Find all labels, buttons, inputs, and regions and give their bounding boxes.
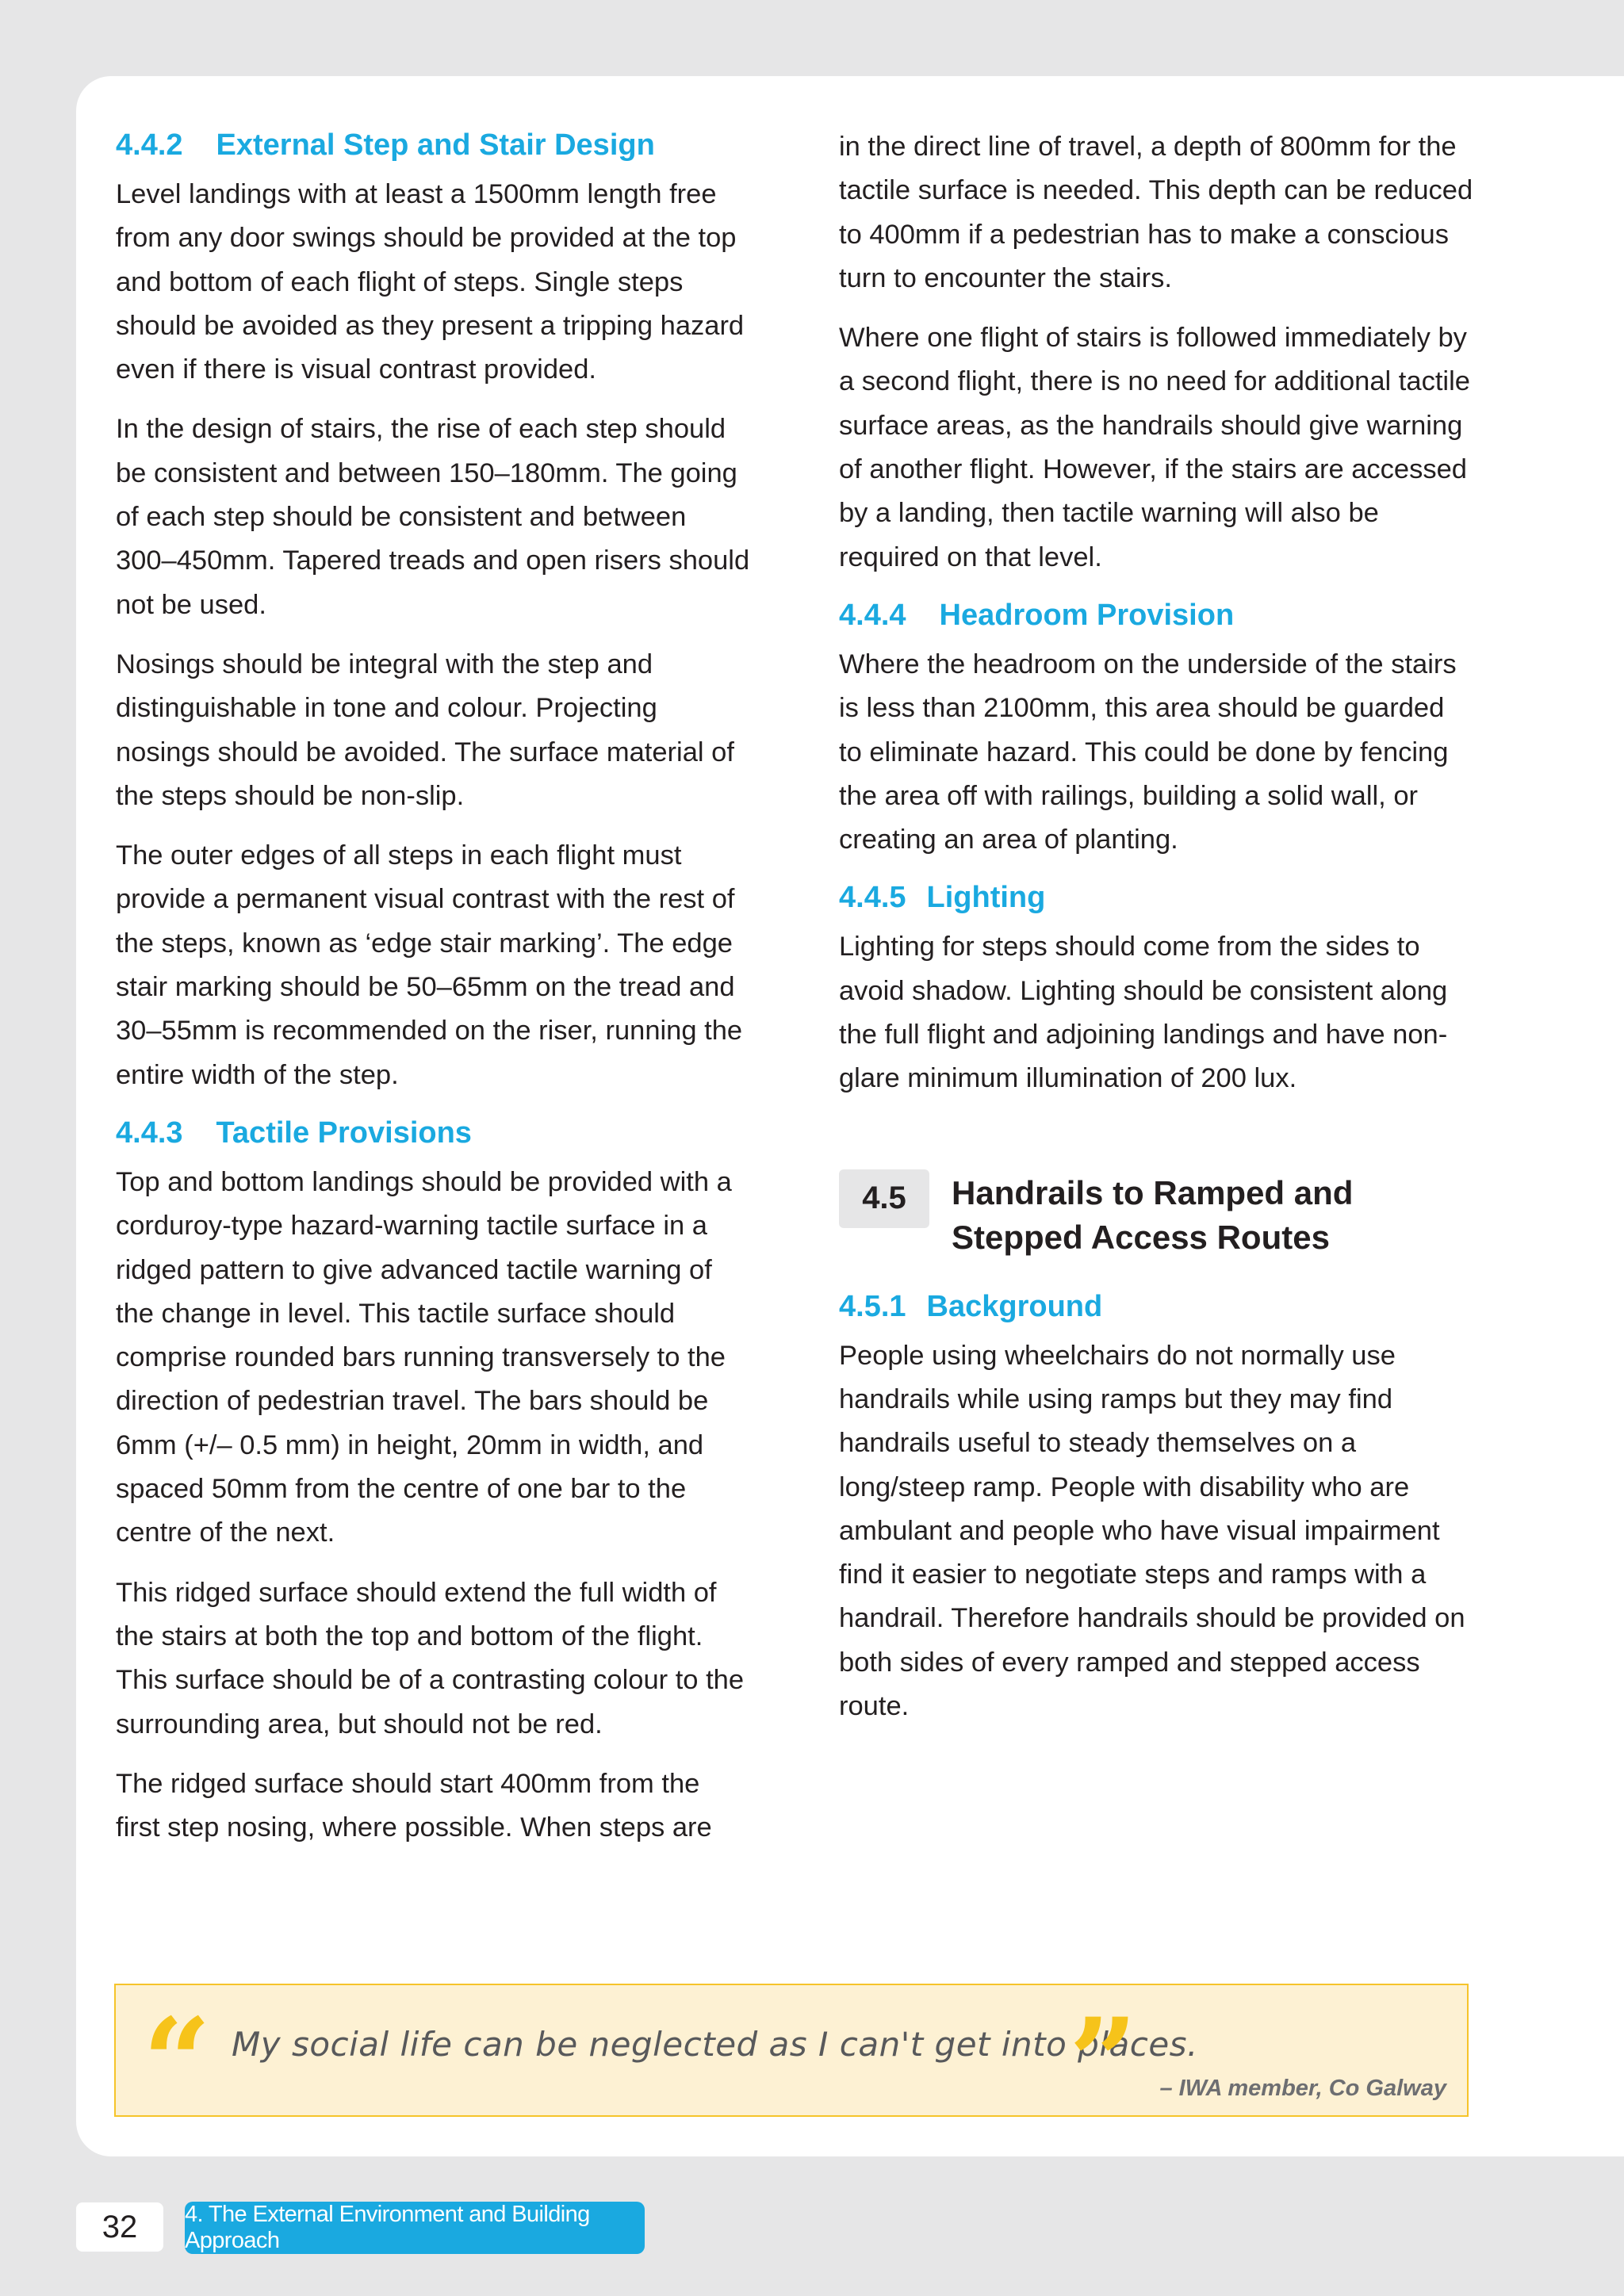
paragraph: Level landings with at least a 1500mm length free from any door swings should be provided at the top and bottom of each flight of steps. Single steps should be avoided as they present a tripping hazard even if there is visual contrast provided. bbox=[116, 179, 745, 385]
chapter-tab: 4. The External Environment and Building Approach bbox=[185, 2202, 645, 2254]
heading-number: 4.4.5 bbox=[839, 881, 906, 915]
paragraph: Top and bottom landings should be provided with a corduroy-type hazard-warning tactile surface in a ridged pattern to give advanced tactile warning of the change in level. This tactile surface should comprise rounded bars running transversely to the direction of pedestrian travel. The bars should be 6mm (+/– 0.5 mm) in height, 20mm in width, and spaced 50mm from the centre of one bar to the centre of the next. bbox=[116, 1166, 732, 1548]
heading-number: 4.4.3 bbox=[116, 1115, 183, 1150]
paragraph: This ridged surface should extend the full width of the stairs at both the top and bottom of the flight. This surface should be of a contrasting colour to the surrounding area, but should not be red. bbox=[116, 1577, 745, 1739]
page-number: 32 bbox=[76, 2202, 163, 2252]
section-title-line: Handrails to Ramped and bbox=[952, 1173, 1354, 1211]
quote-attribution: – IWA member, Co Galway bbox=[1159, 2076, 1446, 2101]
paragraph: Where the headroom on the underside of the stairs is less than 2100mm, this area should be guarded to eliminate hazard. This could be done by fencing the area off with railings, building a solid wall, or creating an area of planting. bbox=[839, 649, 1457, 855]
heading-title: Lighting bbox=[926, 881, 1046, 915]
paragraph: The ridged surface should start 400mm from the first step nosing, where possible. When steps are bbox=[116, 1768, 712, 1843]
heading-number: 4.4.2 bbox=[116, 128, 183, 162]
paragraph: Lighting for steps should come from the sides to avoid shadow. Lighting should be consistent along the full flight and adjoining landings and have non-glare minimum illumination of 200 lux. bbox=[839, 932, 1448, 1094]
heading-number: 4.4.4 bbox=[839, 598, 906, 632]
heading-title: Headroom Provision bbox=[939, 598, 1235, 632]
quote-text: My social life can be neglected as I can't get into places. bbox=[232, 2025, 1198, 2064]
heading-number: 4.5.1 bbox=[839, 1289, 906, 1323]
paragraph: Nosings should be integral with the step and distinguishable in tone and colour. Projecting nosings should be avoided. The surface material of the steps should be non-slip. bbox=[116, 649, 734, 811]
heading-4-4-2 bbox=[116, 125, 750, 165]
section-number-badge: 4.5 bbox=[839, 1169, 929, 1228]
paragraph: In the design of stairs, the rise of each step should be consistent and between 150–180mm. The going of each step should be consistent and between 300–450mm. Tapered treads and open risers should not be used. bbox=[116, 414, 750, 620]
close-quote-icon: ” bbox=[1069, 1992, 1138, 2132]
paragraph: The outer edges of all steps in each flight must provide a permanent visual contrast with the rest of the steps, known as ‘edge stair marking’. The edge stair marking should be 50–65mm on the tread and 30–55mm is recommended on the riser, running the entire width of the step. bbox=[116, 840, 743, 1090]
section-title bbox=[952, 1171, 1353, 1260]
heading-4-4-3 bbox=[116, 1113, 750, 1153]
paragraph: People using wheelchairs do not normally use handrails while using ramps but they may find handrails useful to steady themselves on a long/steep ramp. People with disability who are ambulant and people who have visual impairment find it easier to negotiate steps and ramps with a handrail. Therefore handrails should be provided on both sides of every ramped and stepped access route. bbox=[839, 1340, 1465, 1722]
heading-4-5-1 bbox=[839, 1287, 1473, 1326]
paragraph: Where one flight of stairs is followed immediately by a second flight, there is no need for additional tactile surface areas, as the handrails should give warning of another flight. However, if the stairs are accessed by a landing, then tactile warning will also be required on that level. bbox=[839, 323, 1470, 572]
heading-4-4-4 bbox=[839, 595, 1473, 635]
quote-box bbox=[114, 1984, 1469, 2132]
left-column bbox=[116, 125, 750, 1866]
open-quote-icon: “ bbox=[143, 1992, 212, 2132]
heading-title: Tactile Provisions bbox=[216, 1115, 472, 1150]
right-column bbox=[839, 125, 1473, 1744]
paragraph: in the direct line of travel, a depth of 800mm for the tactile surface is needed. This depth can be reduced to 400mm if a pedestrian has to make a conscious turn to encounter the stairs. bbox=[839, 132, 1473, 293]
section-heading-4-5 bbox=[839, 1169, 1473, 1258]
heading-title: External Step and Stair Design bbox=[216, 128, 655, 162]
section-title-line: Stepped Access Routes bbox=[952, 1218, 1330, 1256]
heading-4-4-5 bbox=[839, 878, 1473, 917]
heading-title: Background bbox=[926, 1289, 1103, 1323]
